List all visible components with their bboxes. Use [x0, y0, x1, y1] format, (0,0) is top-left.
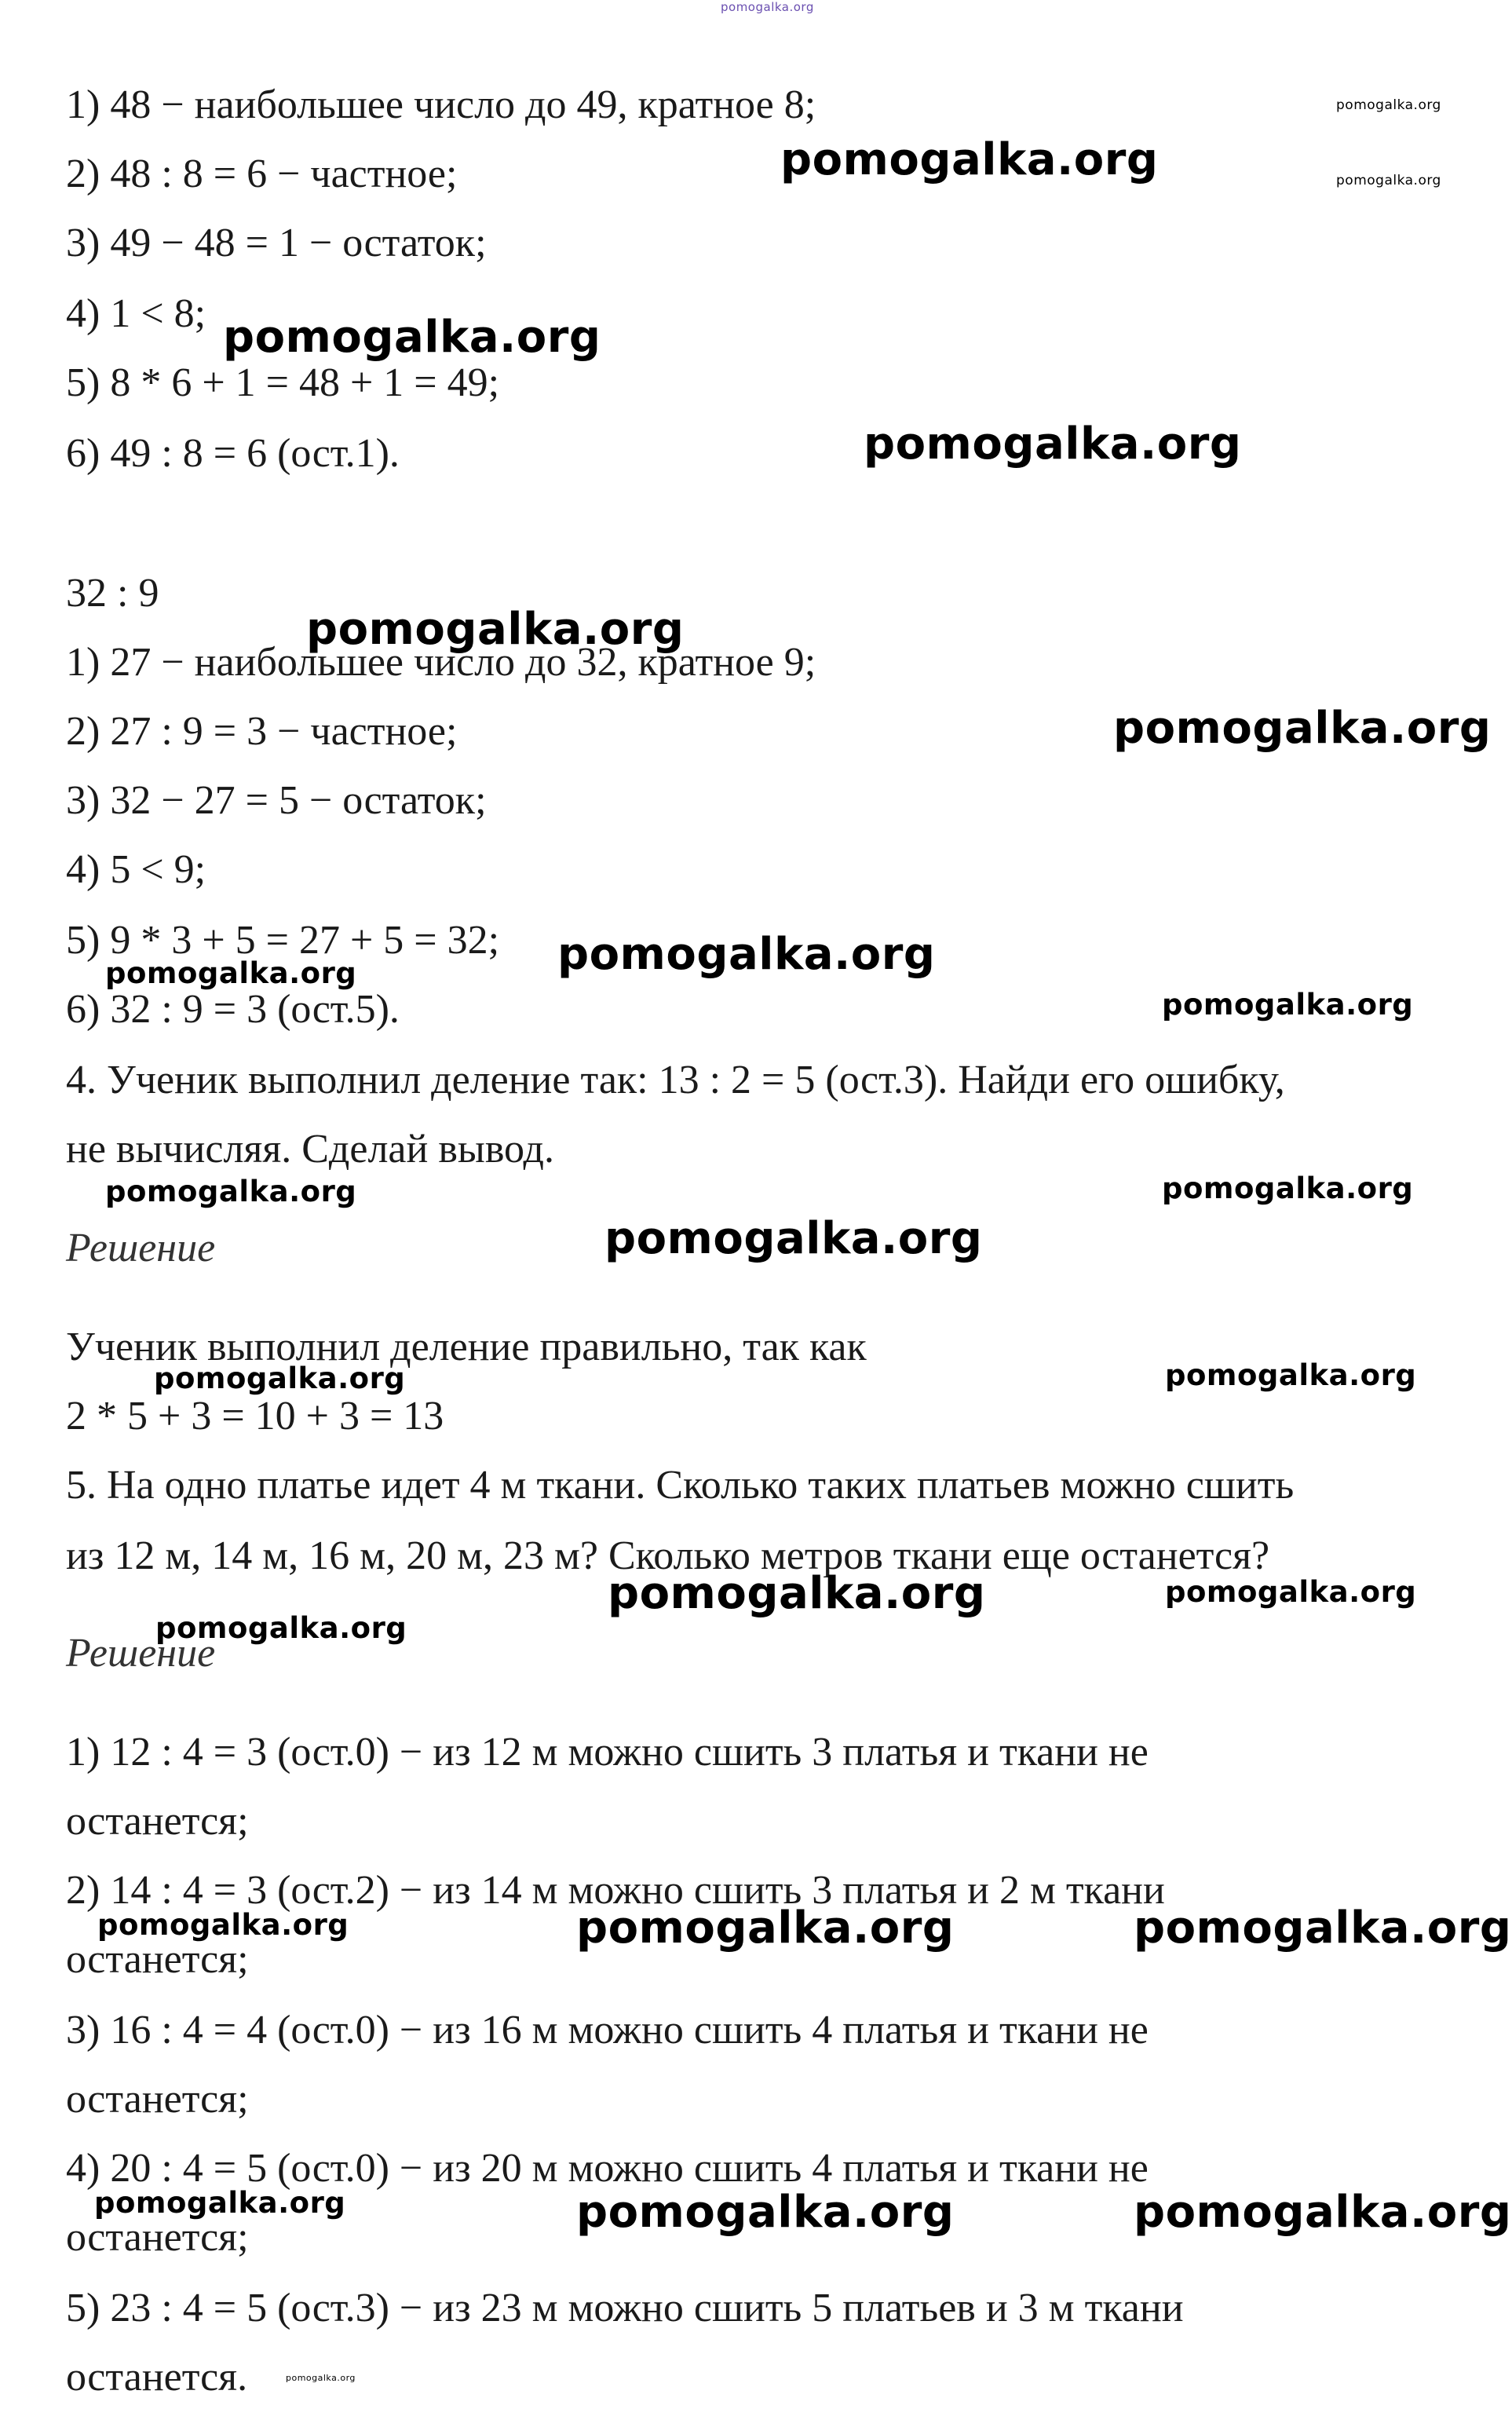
watermark: pomogalka.org [154, 1362, 406, 1395]
solution-line: 3) 49 − 48 = 1 − остаток; [66, 221, 487, 265]
watermark: pomogalka.org [1162, 988, 1414, 1022]
task4-answer: 2 * 5 + 3 = 10 + 3 = 13 [66, 1394, 444, 1438]
watermark: pomogalka.org [105, 956, 357, 990]
watermark: pomogalka.org [557, 929, 936, 980]
solution-line: 3) 32 − 27 = 5 − остаток; [66, 778, 487, 823]
solution-line: останется. [66, 2355, 248, 2400]
solution-line: останется; [66, 2077, 249, 2122]
watermark: pomogalka.org [105, 1175, 357, 1208]
watermark: pomogalka.org [286, 2373, 356, 2383]
solution-line: 5) 8 * 6 + 1 = 48 + 1 = 49; [66, 360, 500, 405]
task4-question: 4. Ученик выполнил деление так: 13 : 2 = 5 (ост.3). Найди его ошибку, [66, 1058, 1285, 1102]
watermark: pomogalka.org [1165, 1575, 1417, 1609]
watermark: pomogalka.org [576, 1902, 955, 1954]
watermark: pomogalka.org [1336, 97, 1441, 113]
solution-line: останется; [66, 1937, 249, 1982]
solution-line: останется; [66, 1799, 249, 1844]
watermark: pomogalka.org [1134, 2187, 1512, 2238]
solution-line: 4) 5 < 9; [66, 847, 206, 892]
solution-line: 4) 20 : 4 = 5 (ост.0) − из 20 м можно сшить 4 платья и ткани не [66, 2146, 1149, 2191]
watermark: pomogalka.org [576, 2187, 955, 2238]
watermark: pomogalka.org [1165, 1358, 1417, 1392]
task5-solution-label: Решение [66, 1631, 216, 1676]
watermark: pomogalka.org [604, 1213, 983, 1264]
task4-question: не вычисляя. Сделай вывод. [66, 1127, 554, 1171]
solution-line: 5) 23 : 4 = 5 (ост.3) − из 23 м можно сшить 5 платьев и 3 м ткани [66, 2286, 1184, 2330]
solution-line: 2) 14 : 4 = 3 (ост.2) − из 14 м можно сшить 3 платья и 2 м ткани [66, 1868, 1165, 1913]
task4-answer: Ученик выполнил деление правильно, так как [66, 1325, 867, 1369]
watermark: pomogalka.org [1162, 1171, 1414, 1205]
watermark: pomogalka.org [155, 1611, 407, 1645]
task5-question: 5. На одно платье идет 4 м ткани. Сколько таких платьев можно сшить [66, 1463, 1295, 1508]
watermark: pomogalka.org [223, 312, 601, 363]
watermark: pomogalka.org [1134, 1902, 1512, 1954]
solution-line: 4) 1 < 8; [66, 291, 206, 336]
solution-line: 1) 12 : 4 = 3 (ост.0) − из 12 м можно сшить 3 платья и ткани не [66, 1730, 1149, 1775]
watermark: pomogalka.org [94, 2186, 346, 2220]
watermark: pomogalka.org [608, 1568, 986, 1619]
watermark: pomogalka.org [864, 419, 1242, 470]
solution-line: 6) 49 : 8 = 6 (ост.1). [66, 431, 400, 476]
watermark: pomogalka.org [1336, 173, 1441, 188]
watermark: pomogalka.org [97, 1908, 349, 1942]
watermark: pomogalka.org [306, 604, 685, 655]
solution-line: 1) 27 − наибольшее число до 32, кратное 9; [66, 640, 816, 685]
watermark: pomogalka.org [780, 134, 1159, 185]
task4-solution-label: Решение [66, 1226, 216, 1270]
solution-line: останется; [66, 2215, 249, 2260]
solution-line: 1) 48 − наибольшее число до 49, кратное 8; [66, 82, 816, 127]
section-header: 32 : 9 [66, 571, 159, 616]
solution-line: 5) 9 * 3 + 5 = 27 + 5 = 32; [66, 918, 500, 963]
solution-line: 6) 32 : 9 = 3 (ост.5). [66, 987, 400, 1032]
watermark: pomogalka.org [1113, 703, 1492, 754]
solution-line: 2) 48 : 8 = 6 − частное; [66, 152, 458, 196]
solution-line: 2) 27 : 9 = 3 − частное; [66, 709, 458, 754]
task5-question: из 12 м, 14 м, 16 м, 20 м, 23 м? Сколько метров ткани еще останется? [66, 1533, 1270, 1578]
watermark: pomogalka.org [721, 0, 814, 14]
solution-line: 3) 16 : 4 = 4 (ост.0) − из 16 м можно сшить 4 платья и ткани не [66, 2008, 1149, 2052]
